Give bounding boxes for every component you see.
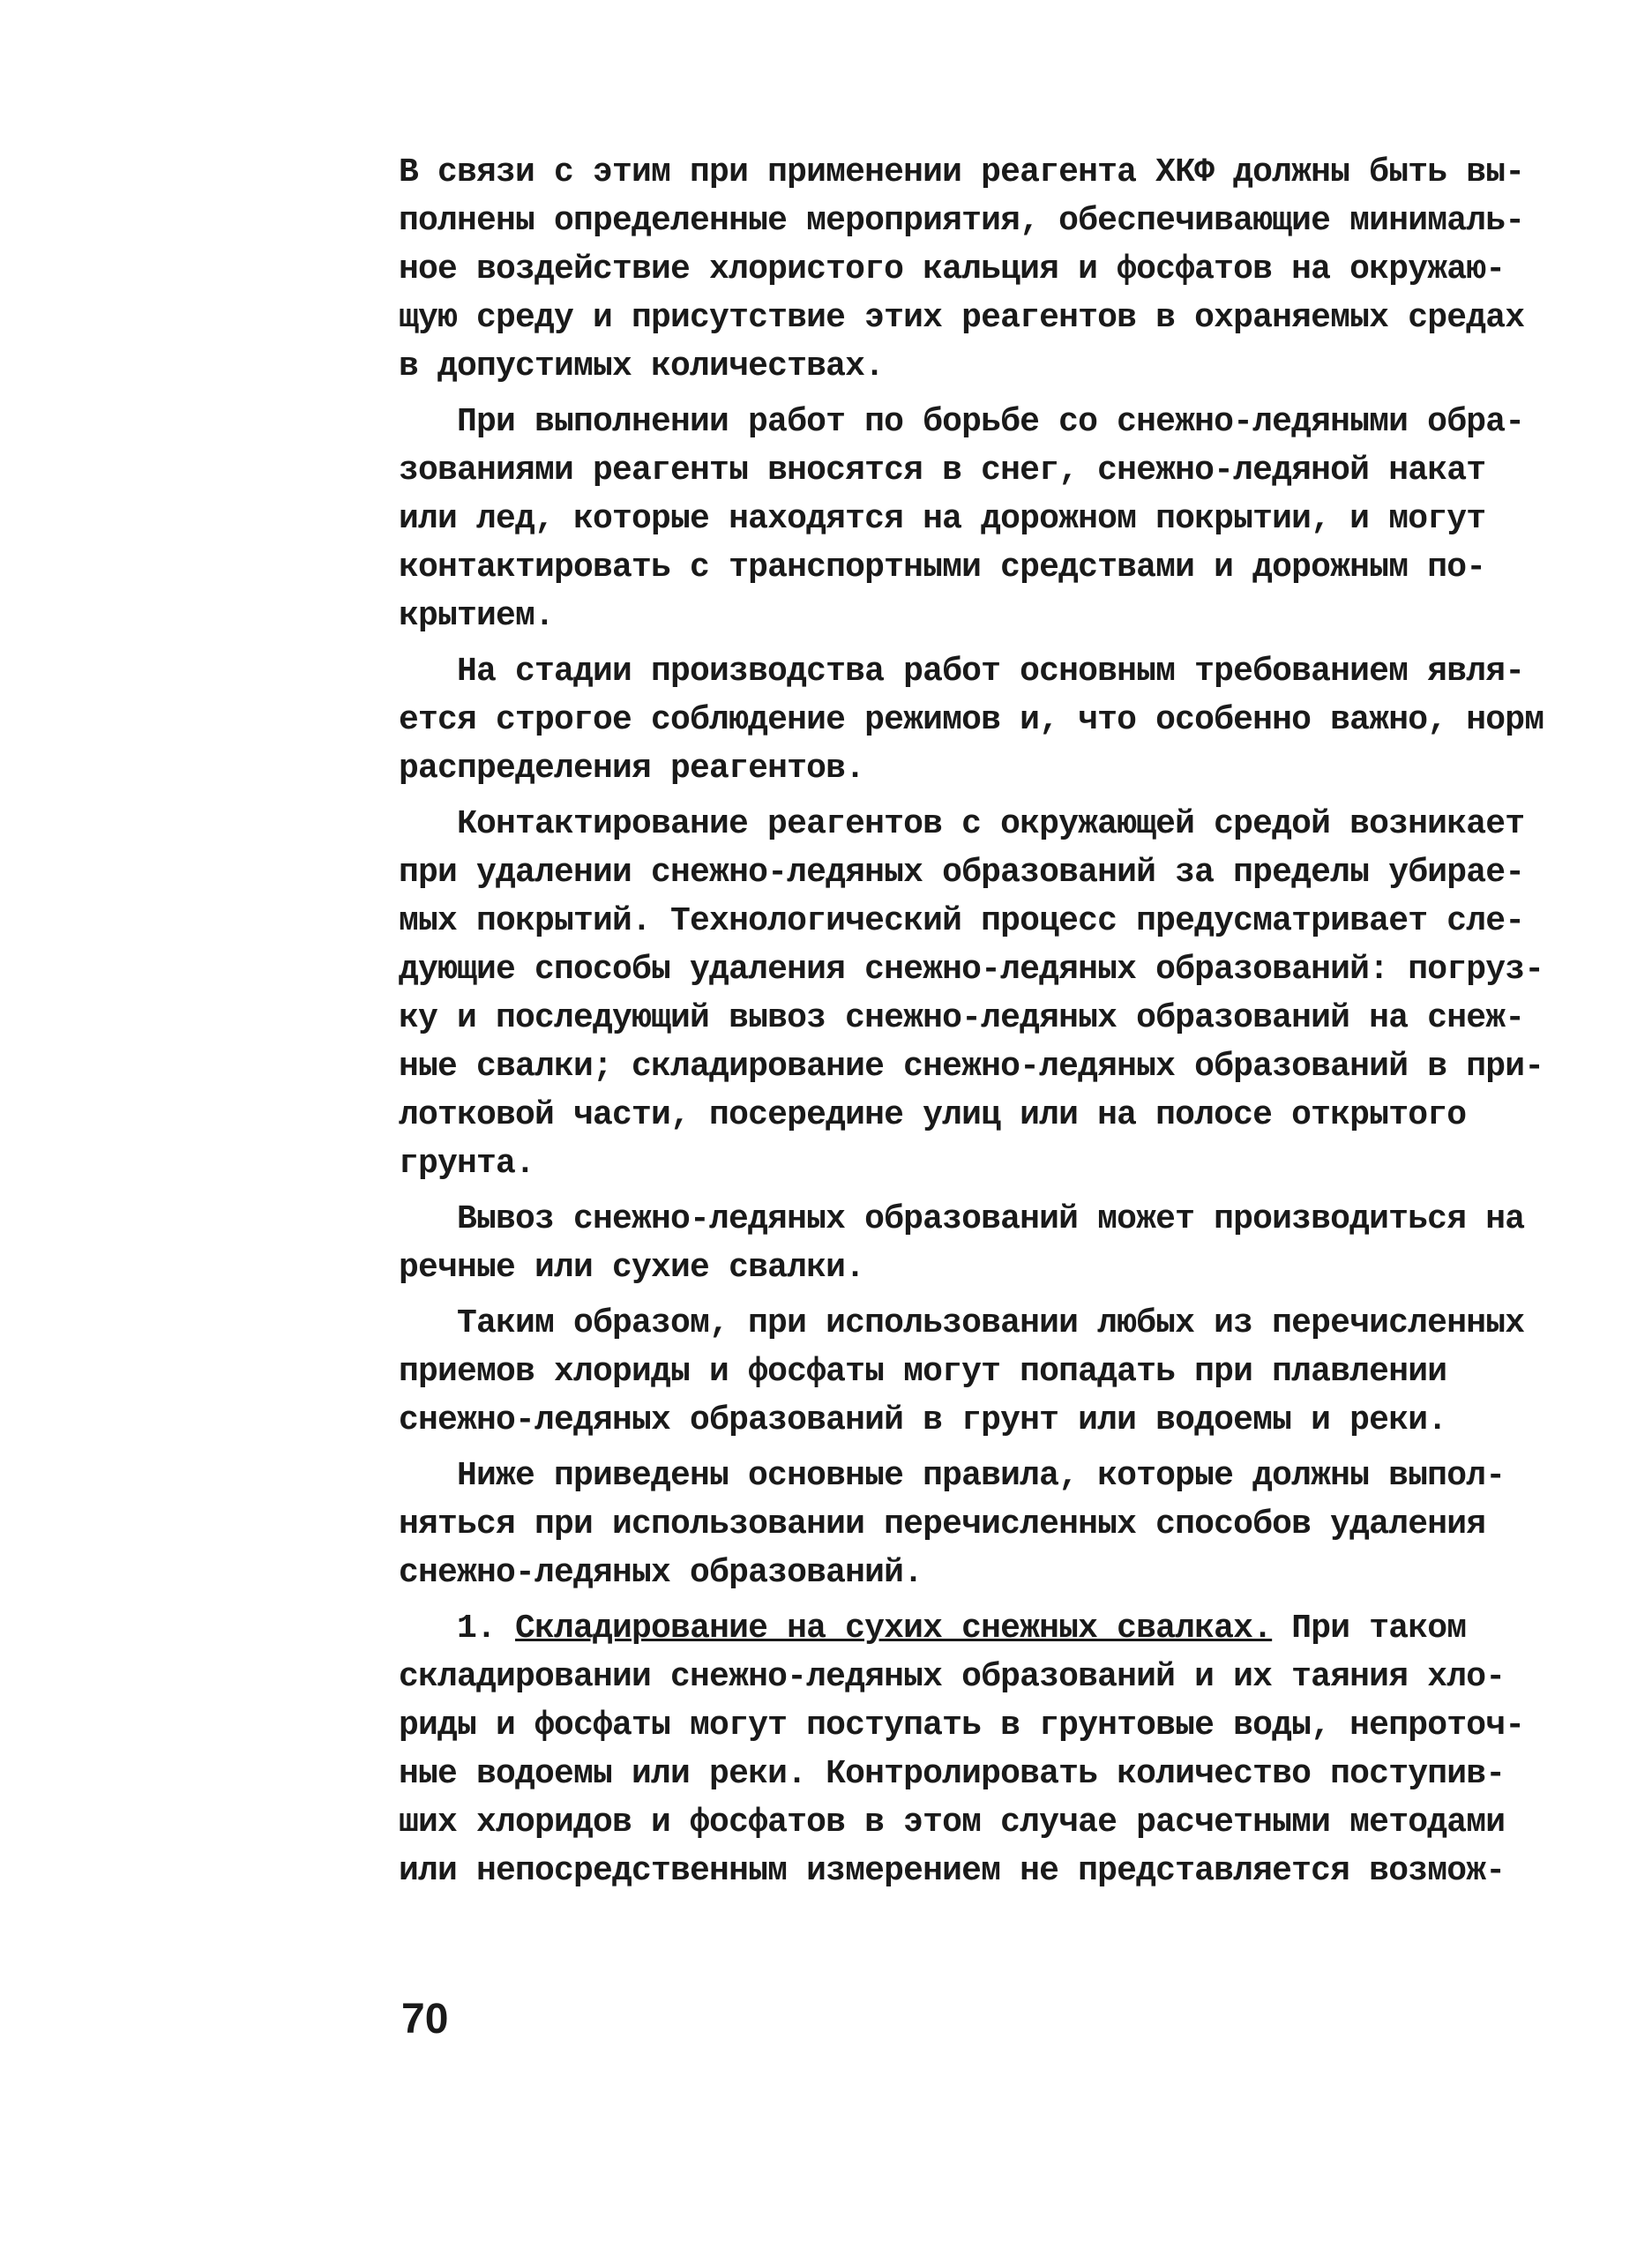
text-line: ные свалки; складирование снежно-ледяных образований в при- xyxy=(399,1048,1544,1086)
text-line: щую среду и присутствие этих реагентов в охраняемых средах xyxy=(399,299,1525,337)
text-line: при удалении снежно-ледяных образований за пределы убирае- xyxy=(399,854,1525,892)
text-line: речные или сухие свалки. xyxy=(399,1249,865,1287)
text-line: ное воздействие хлористого кальция и фосфатов на окружаю- xyxy=(399,250,1506,288)
text-line: Вывоз снежно-ледяных образований может производиться на xyxy=(457,1200,1525,1238)
text-line: в допустимых количествах. xyxy=(399,347,885,385)
text-line: приемов хлориды и фосфаты могут попадать при плавлении xyxy=(399,1353,1447,1391)
item-title: Складирование на сухих снежных свалках. xyxy=(515,1610,1273,1647)
page-body xyxy=(399,148,1544,1895)
text-line: мых покрытий. Технологический процесс предусматривает сле- xyxy=(399,902,1525,940)
text-line: ших хлоридов и фосфатов в этом случае расчетными методами xyxy=(399,1804,1506,1841)
item-number: 1. xyxy=(457,1610,497,1647)
text-line: В связи с этим при применении реагента ХКФ должны быть вы- xyxy=(399,153,1525,191)
text-line: Таким образом, при использовании любых из перечисленных xyxy=(457,1304,1525,1342)
text-line: контактировать с транспортными средствами и дорожным по- xyxy=(399,549,1486,586)
text-line: На стадии производства работ основным требованием явля- xyxy=(457,653,1525,691)
text-line: лотковой части, посередине улиц или на полосе открытого xyxy=(399,1096,1467,1134)
text-line: дующие способы удаления снежно-ледяных образований: погруз- xyxy=(399,951,1544,989)
text-line: снежно-ледяных образований. xyxy=(399,1554,923,1592)
text-line: риды и фосфаты могут поступать в грунтовые воды, непроточ- xyxy=(399,1707,1525,1744)
text-line: распределения реагентов. xyxy=(399,750,865,788)
text-line: грунта. xyxy=(399,1145,535,1183)
text-line: няться при использовании перечисленных способов удаления xyxy=(399,1505,1486,1543)
text-line: зованиями реагенты вносятся в снег, снежно-ледяной накат xyxy=(399,452,1486,489)
text-line: или лед, которые находятся на дорожном покрытии, и могут xyxy=(399,500,1486,538)
text-line: ется строгое соблюдение режимов и, что особенно важно, норм xyxy=(399,701,1544,739)
text-line: или непосредственным измерением не представляется возмож- xyxy=(399,1852,1506,1890)
numbered-item-heading xyxy=(399,1604,1519,1653)
text-line: крытием. xyxy=(399,597,555,635)
text-line: ные водоемы или реки. Контролировать количество поступив- xyxy=(399,1755,1506,1793)
text-line: ку и последующий вывоз снежно-ледяных образований на снеж- xyxy=(399,999,1525,1037)
text-line: Контактирование реагентов с окружающей средой возникает xyxy=(457,805,1525,843)
text-line: При выполнении работ по борьбе со снежно-ледяными обра- xyxy=(457,403,1525,441)
text-line: складировании снежно-ледяных образований и их таяния хло- xyxy=(399,1658,1506,1696)
page-number: 70 xyxy=(401,1996,449,2043)
text-line: полнены определенные мероприятия, обеспечивающие минималь- xyxy=(399,202,1525,240)
text-fragment: При таком xyxy=(1291,1610,1467,1647)
text-line: Ниже приведены основные правила, которые должны выпол- xyxy=(457,1457,1506,1495)
text-line: снежно-ледяных образований в грунт или водоемы и реки. xyxy=(399,1401,1447,1439)
